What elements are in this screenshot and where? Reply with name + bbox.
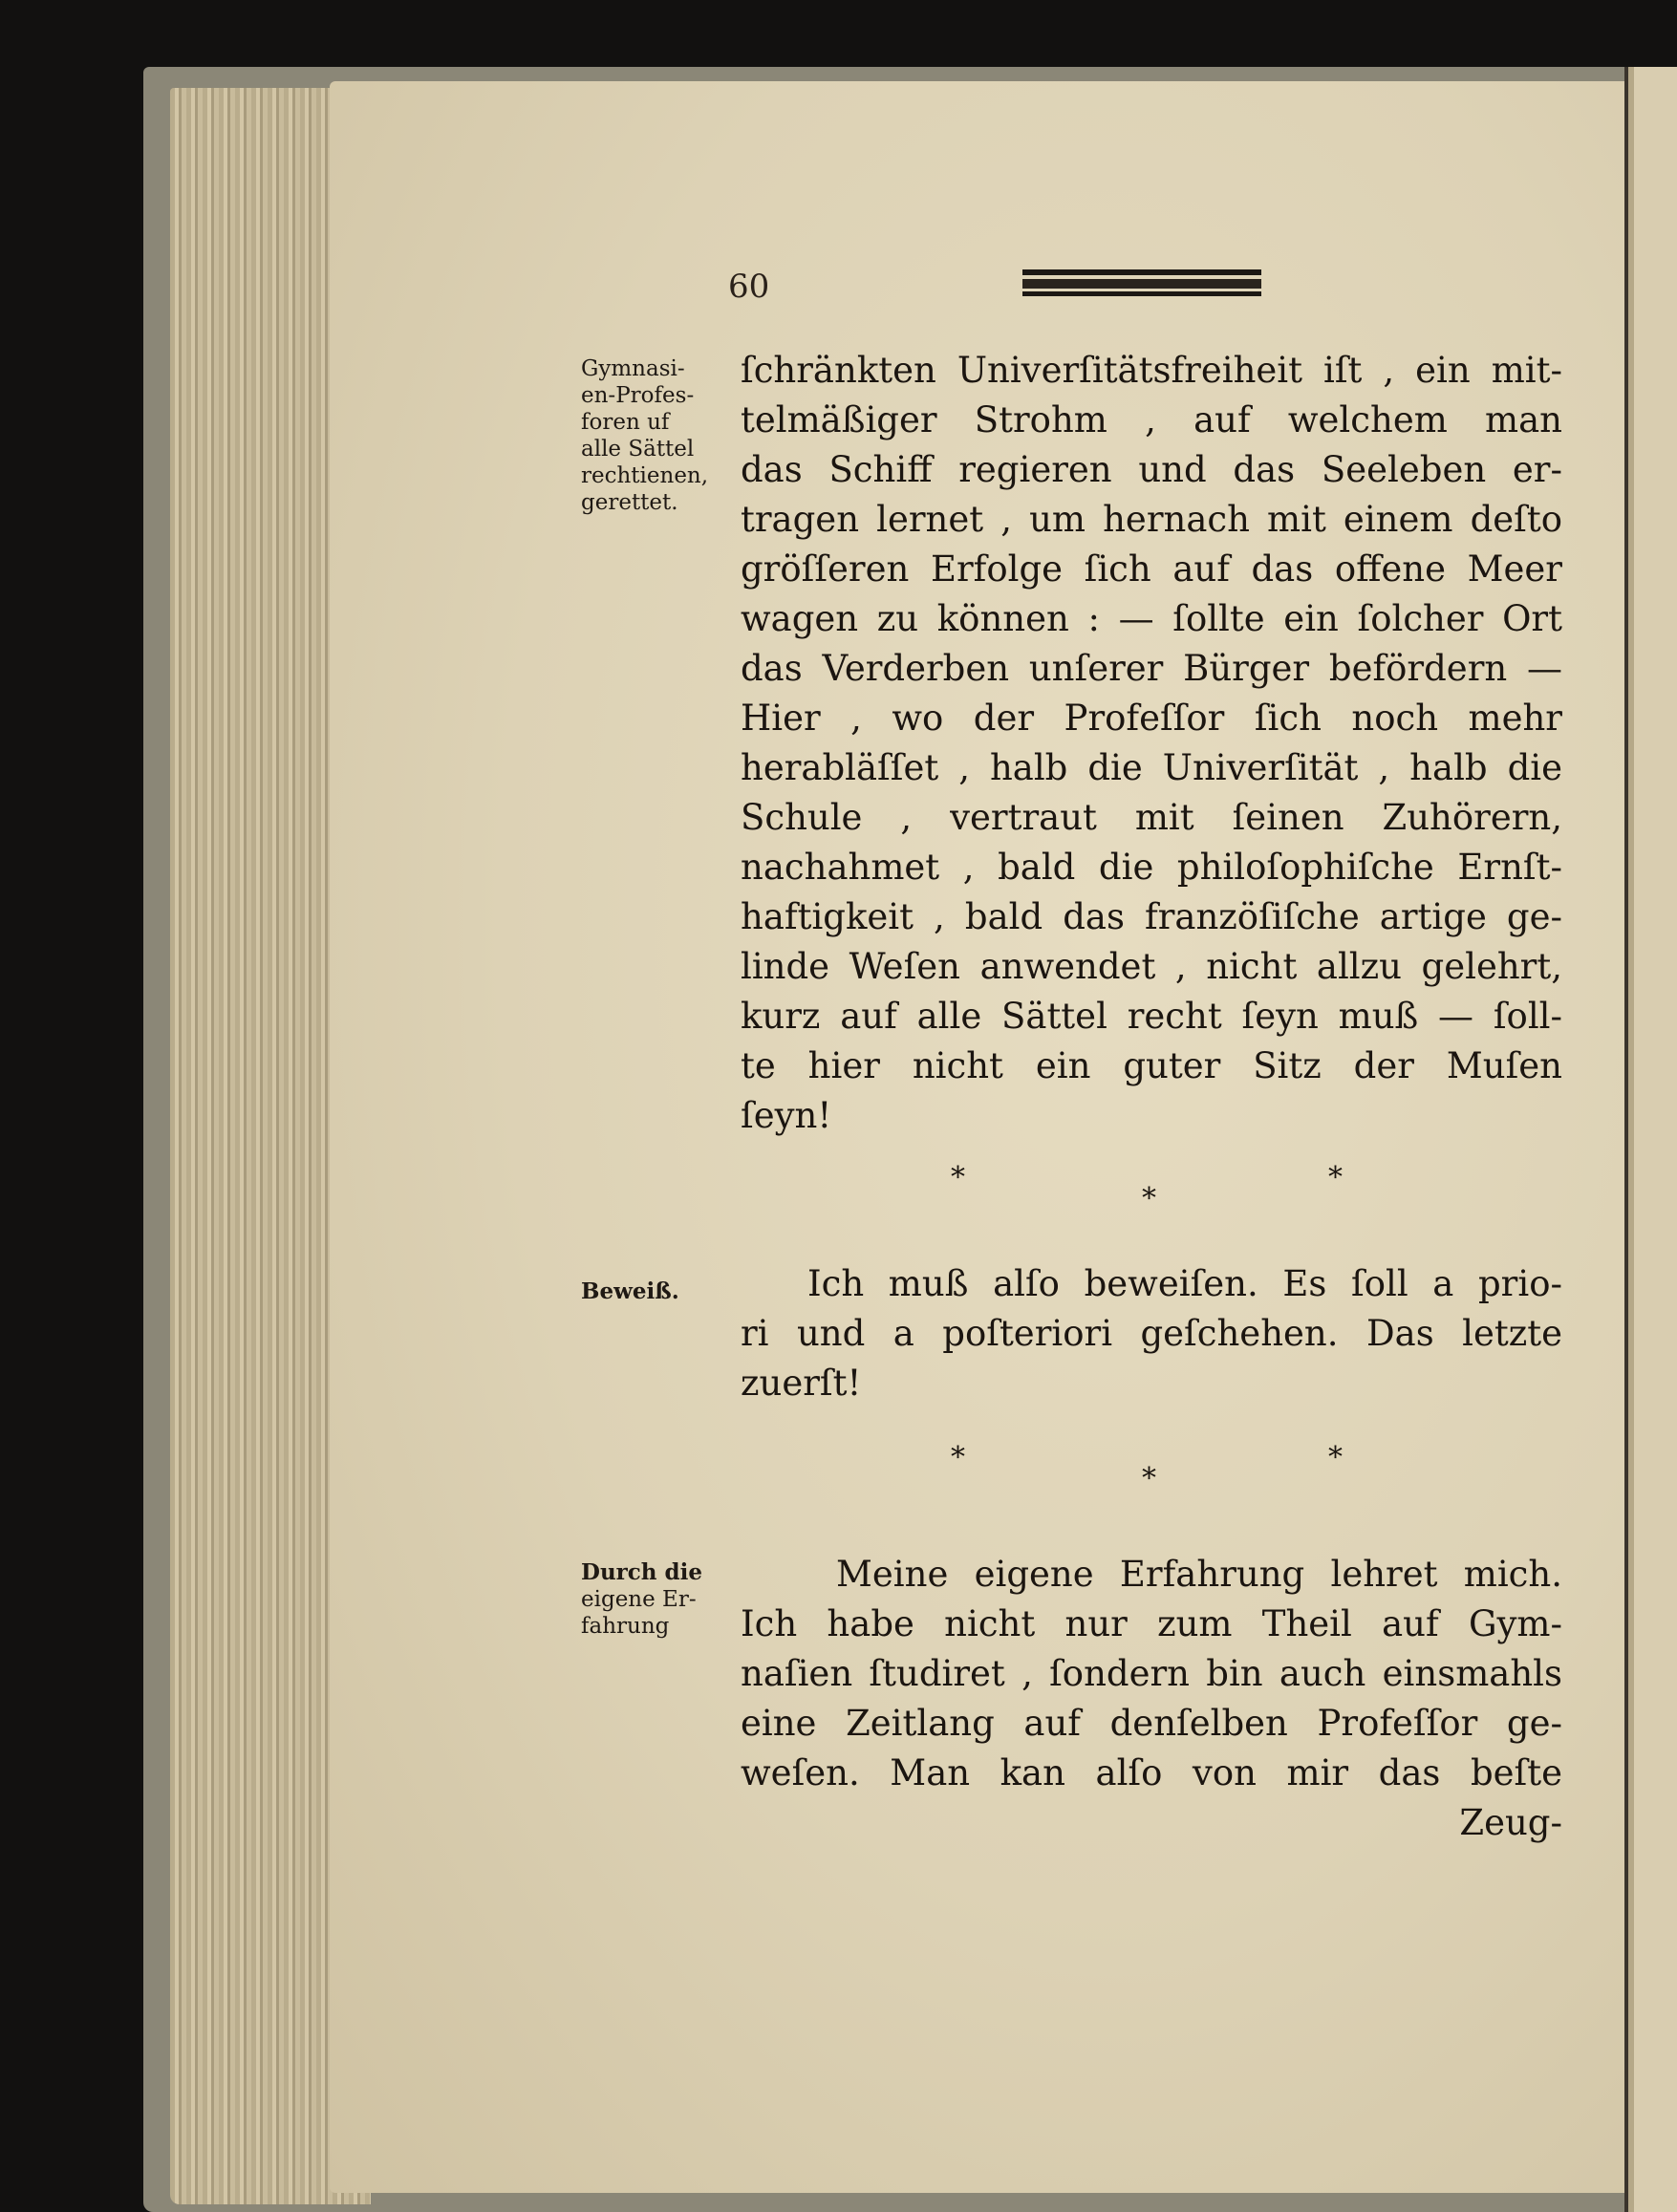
margin-note-line: gerettet. — [581, 490, 678, 515]
margin-note-line: fahrung — [581, 1614, 670, 1639]
paragraph-erfahrung — [741, 1550, 1562, 1848]
asterisk: * — [1328, 1161, 1343, 1194]
text-line: nachahmet , bald die philoſophiſche Ernſt- — [741, 847, 1562, 888]
paragraph-beweis — [741, 1259, 1562, 1408]
text-line: ſchränkten Univerſitätsfreiheit iſt , ein mit- — [741, 350, 1562, 391]
text-line: wagen zu können : — ſollte ein ſolcher Ort — [741, 598, 1562, 639]
catchword: Zeug- — [1459, 1802, 1562, 1843]
text-line: Ich muß alſo beweiſen. Es ſoll a prio- — [807, 1263, 1562, 1304]
text-line: ri und a poſteriori geſchehen. Das letzte — [741, 1313, 1562, 1354]
text-line: das Schiff regieren und das Seeleben er- — [741, 449, 1562, 490]
text-line: te hier nicht ein guter Sitz der Muſen — [741, 1045, 1562, 1086]
margin-note-beweis — [581, 1278, 724, 1305]
asterisk: * — [1328, 1441, 1343, 1474]
text-line: haftigkeit , bald das franzöſiſche artige ge- — [741, 896, 1562, 937]
margin-note-line: en-Profes- — [581, 383, 695, 408]
margin-note-gymnasien — [581, 355, 724, 516]
text-line: das Verderben unſerer Bürger befördern — — [741, 648, 1562, 689]
asterisk: * — [1142, 1462, 1156, 1495]
text-line: telmäßiger Strohm , auf welchem man — [741, 399, 1562, 440]
facing-page-edge — [1624, 67, 1677, 2212]
text-line: tragen lernet , um hernach mit einem deſto — [741, 499, 1562, 540]
page-number: 60 — [728, 268, 770, 306]
margin-note-line: eigene Er- — [581, 1587, 697, 1612]
text-line: kurz auf alle Sättel recht ſeyn muß — ſoll- — [741, 996, 1562, 1037]
text-line: ſeyn! — [741, 1095, 832, 1136]
asterism-separator — [941, 1161, 1362, 1218]
text-line: Ich habe nicht nur zum Theil auf Gym- — [741, 1603, 1562, 1644]
text-line: Schule , vertraut mit ſeinen Zuhörern, — [741, 797, 1562, 838]
text-line: Meine eigene Erfahrung lehret mich. — [836, 1554, 1562, 1595]
text-line: zuerſt! — [741, 1363, 862, 1404]
text-line: naſien ſtudiret , ſondern bin auch einsmahls — [741, 1653, 1562, 1694]
margin-note-line: Gymnasi- — [581, 356, 685, 381]
header-rule — [1022, 269, 1261, 296]
margin-note-line: alle Sättel — [581, 437, 695, 462]
text-line: Hier , wo der Profeſſor ſich noch mehr — [741, 698, 1562, 739]
asterisk: * — [1142, 1182, 1156, 1215]
asterisk: * — [951, 1161, 965, 1194]
asterism-separator — [941, 1441, 1362, 1498]
text-line: herabläſſet , halb die Univerſität , halb die — [741, 747, 1562, 788]
text-line: linde Weſen anwendet , nicht allzu gelehrt, — [741, 946, 1562, 987]
margin-note-line: Beweiß. — [581, 1278, 679, 1304]
paragraph-universitaetsfreiheit — [741, 346, 1562, 1141]
margin-note-line: rechtienen, — [581, 463, 709, 488]
text-line: gröſſeren Erfolge ſich auf das offene Meer — [741, 548, 1562, 590]
asterisk: * — [951, 1441, 965, 1474]
margin-note-erfahrung — [581, 1559, 724, 1640]
text-line: weſen. Man kan alſo von mir das beſte — [741, 1752, 1562, 1793]
margin-note-line: foren uf — [581, 410, 670, 435]
text-line: eine Zeitlang auf denſelben Profeſſor ge- — [741, 1703, 1562, 1744]
margin-note-line: Durch die — [581, 1559, 702, 1585]
